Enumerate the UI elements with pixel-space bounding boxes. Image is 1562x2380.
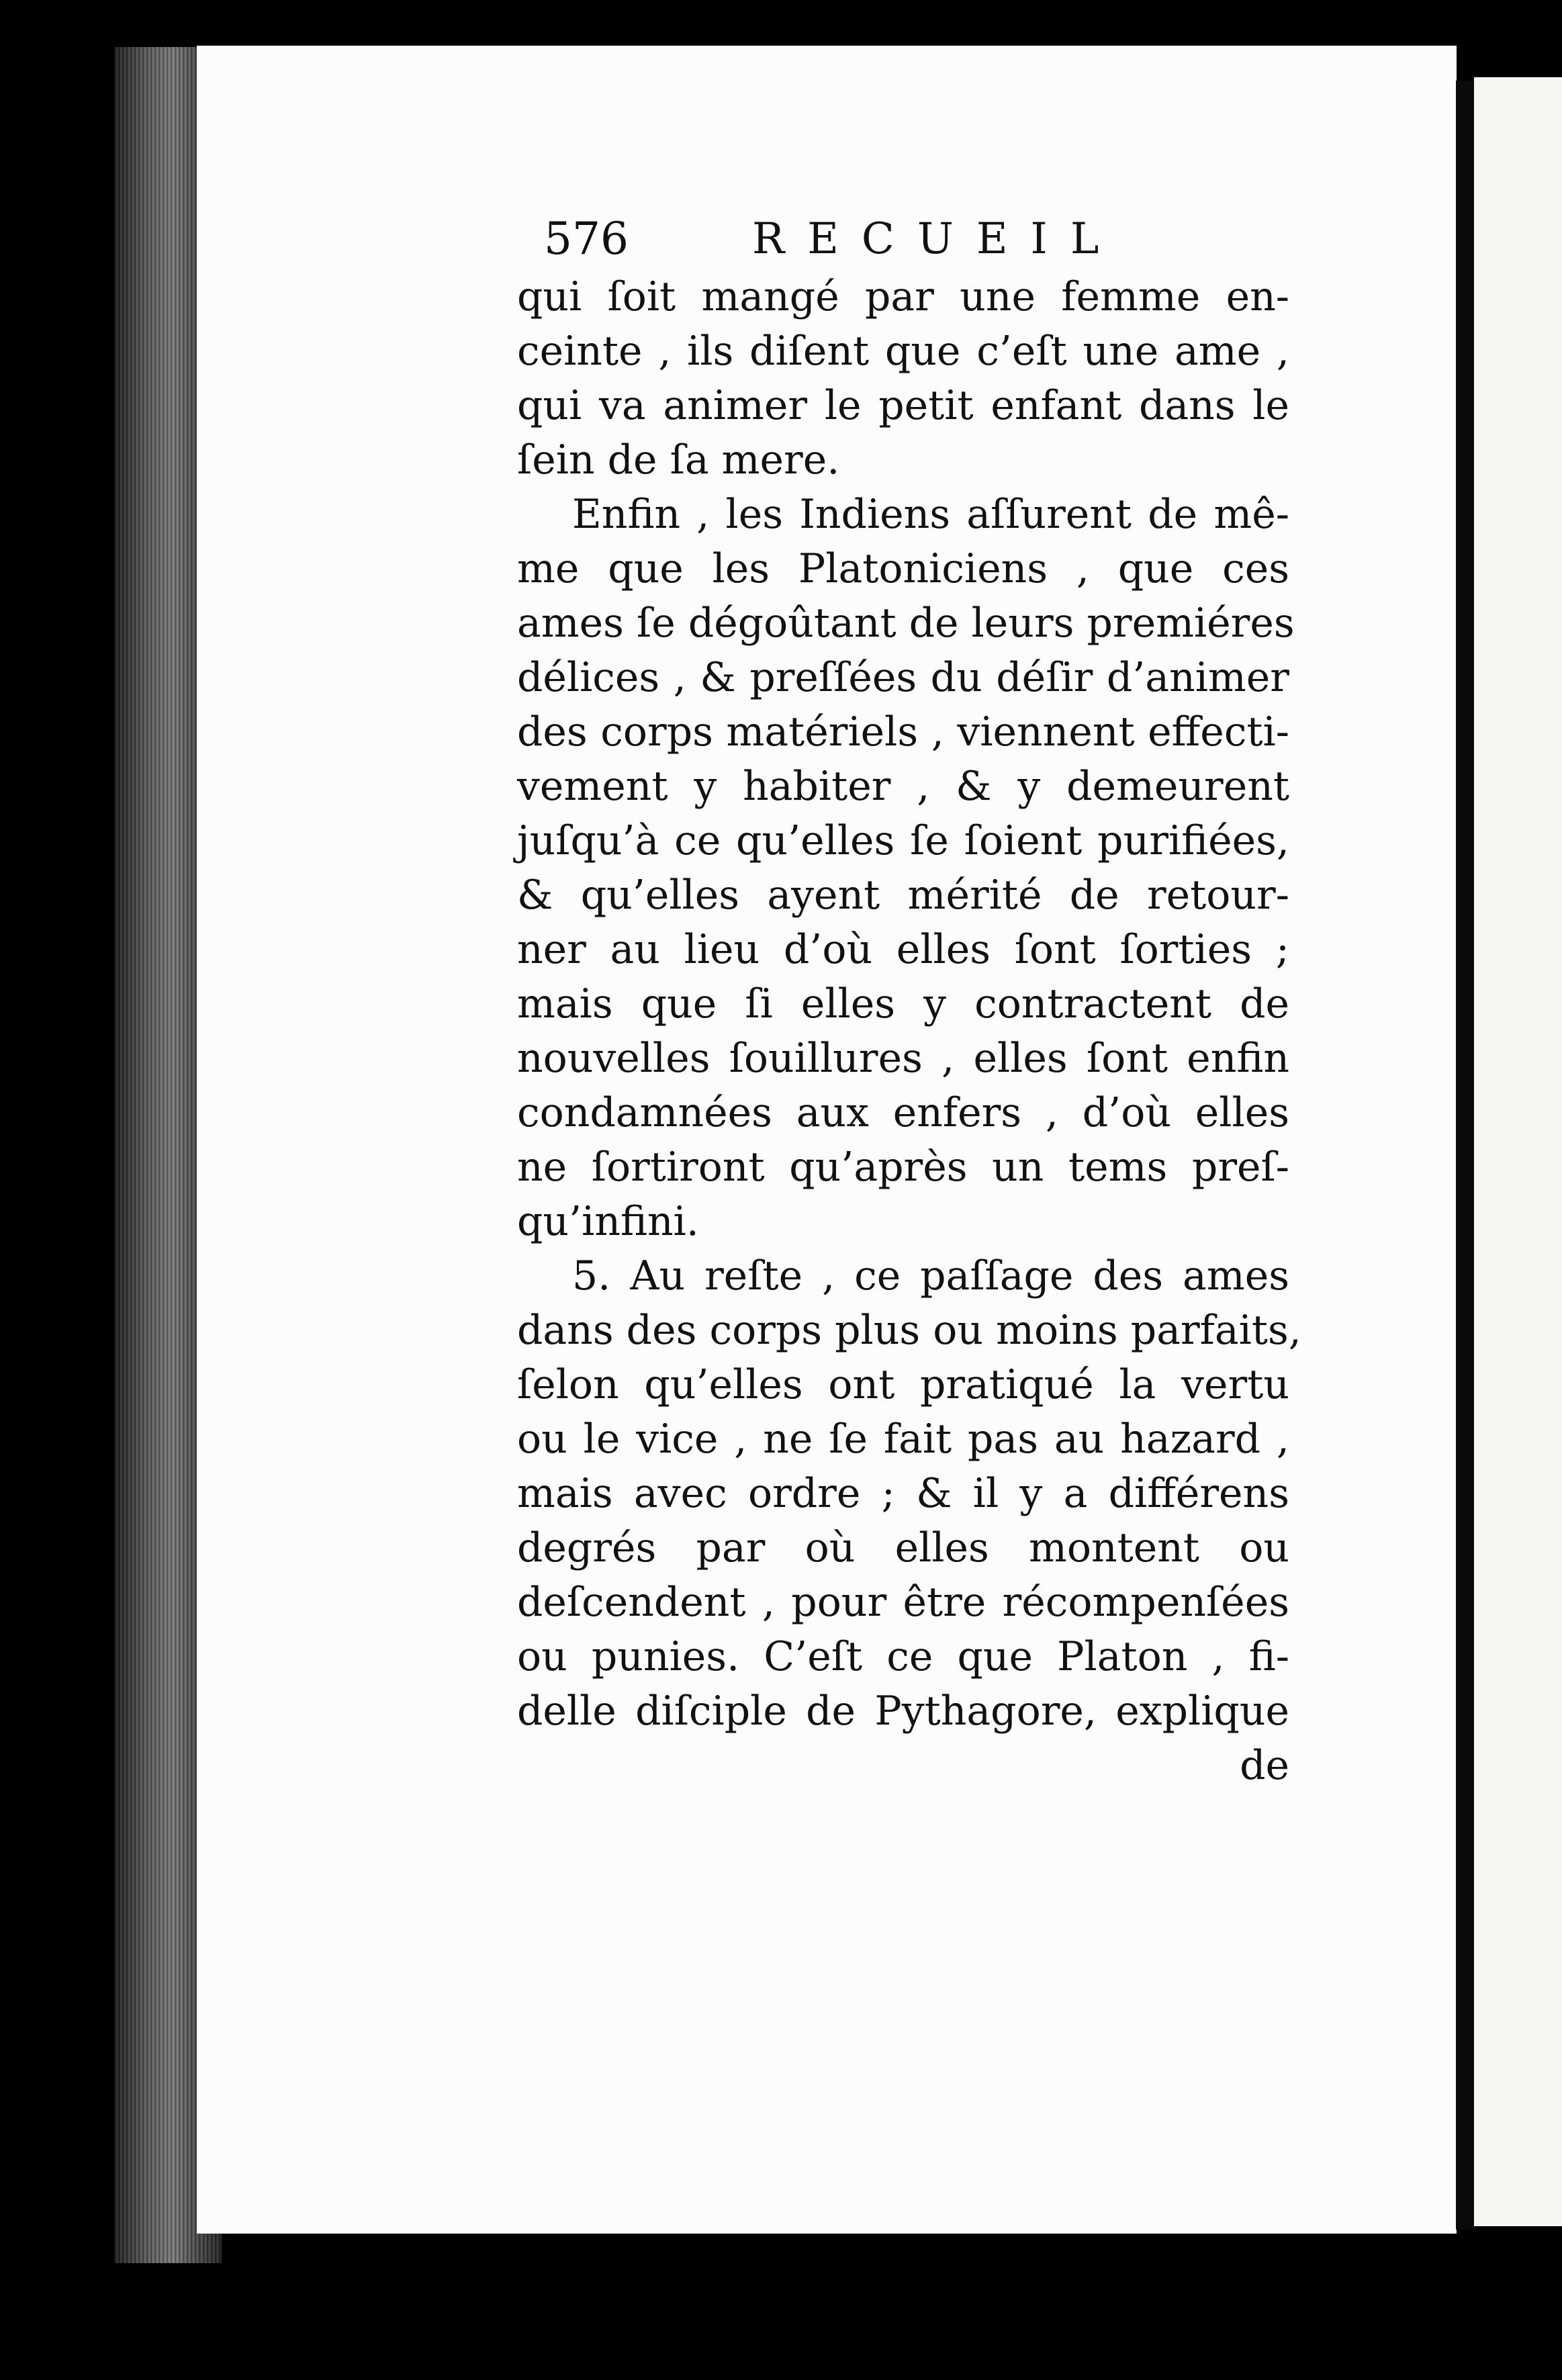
text-line-8: délices , & preſſées du déſir d’animer [517,654,1289,701]
catchword: de [1240,1742,1289,1789]
text-line-4: ſein de ſa mere. [517,437,840,484]
text-line-12: & qu’elles ayent mérité de retour- [517,872,1289,919]
text-line-21: ſelon qu’elles ont pratiqué la vertu [517,1361,1289,1408]
text-line-6: me que les Platoniciens , que ces [517,545,1289,592]
text-line-18: qu’infini. [517,1198,699,1245]
text-line-13: ner au lieu d’où elles ſont ſorties ; [517,926,1289,973]
text-line-19: 5. Au reſte , ce paſſage des ames [572,1252,1289,1299]
text-line-22: ou le vice , ne ſe fait pas au hazard , [517,1416,1289,1463]
page-gutter-shadow [1456,81,1476,2230]
text-line-2: ceinte , ils diſent que c’eſt une ame , [517,328,1289,375]
text-line-24: degrés par où elles montent ou [517,1524,1289,1571]
text-line-23: mais avec ordre ; & il y a différens [517,1470,1289,1517]
text-line-3: qui va animer le petit enfant dans le [517,382,1289,429]
text-line-14: mais que ſi elles y contractent de [517,980,1289,1027]
facing-page-edge [1474,77,1562,2226]
text-line-1: qui ſoit mangé par une femme en- [517,273,1289,320]
text-line-10: vement y habiter , & y demeurent [517,763,1289,810]
text-line-15: nouvelles ſouillures , elles ſont enfin [517,1035,1289,1082]
text-line-16: condamnées aux enfers , d’où elles [517,1089,1289,1136]
text-line-27: delle diſciple de Pythagore, explique [517,1688,1289,1735]
page-header [517,208,1289,270]
text-line-9: des corps matériels , viennent effecti- [517,708,1289,756]
page-text-block [517,208,1301,1793]
text-line-25: deſcendent , pour être récompenſées [517,1579,1289,1626]
text-line-17: ne ſortiront qu’après un tems preſ- [517,1144,1289,1191]
text-line-11: juſqu’à ce qu’elles ſe ſoient purifiées, [517,817,1289,864]
text-line-20: dans des corps plus ou moins parfaits, [517,1307,1301,1354]
text-line-26: ou punies. C’eſt ce que Platon , fi- [517,1633,1289,1680]
text-line-5: Enfin , les Indiens aſſurent de mê- [572,491,1289,538]
running-head: RECUEIL [752,214,1122,264]
text-line-7: ames ſe dégoûtant de leurs premiéres [517,600,1295,647]
page-number: 576 [544,213,629,265]
